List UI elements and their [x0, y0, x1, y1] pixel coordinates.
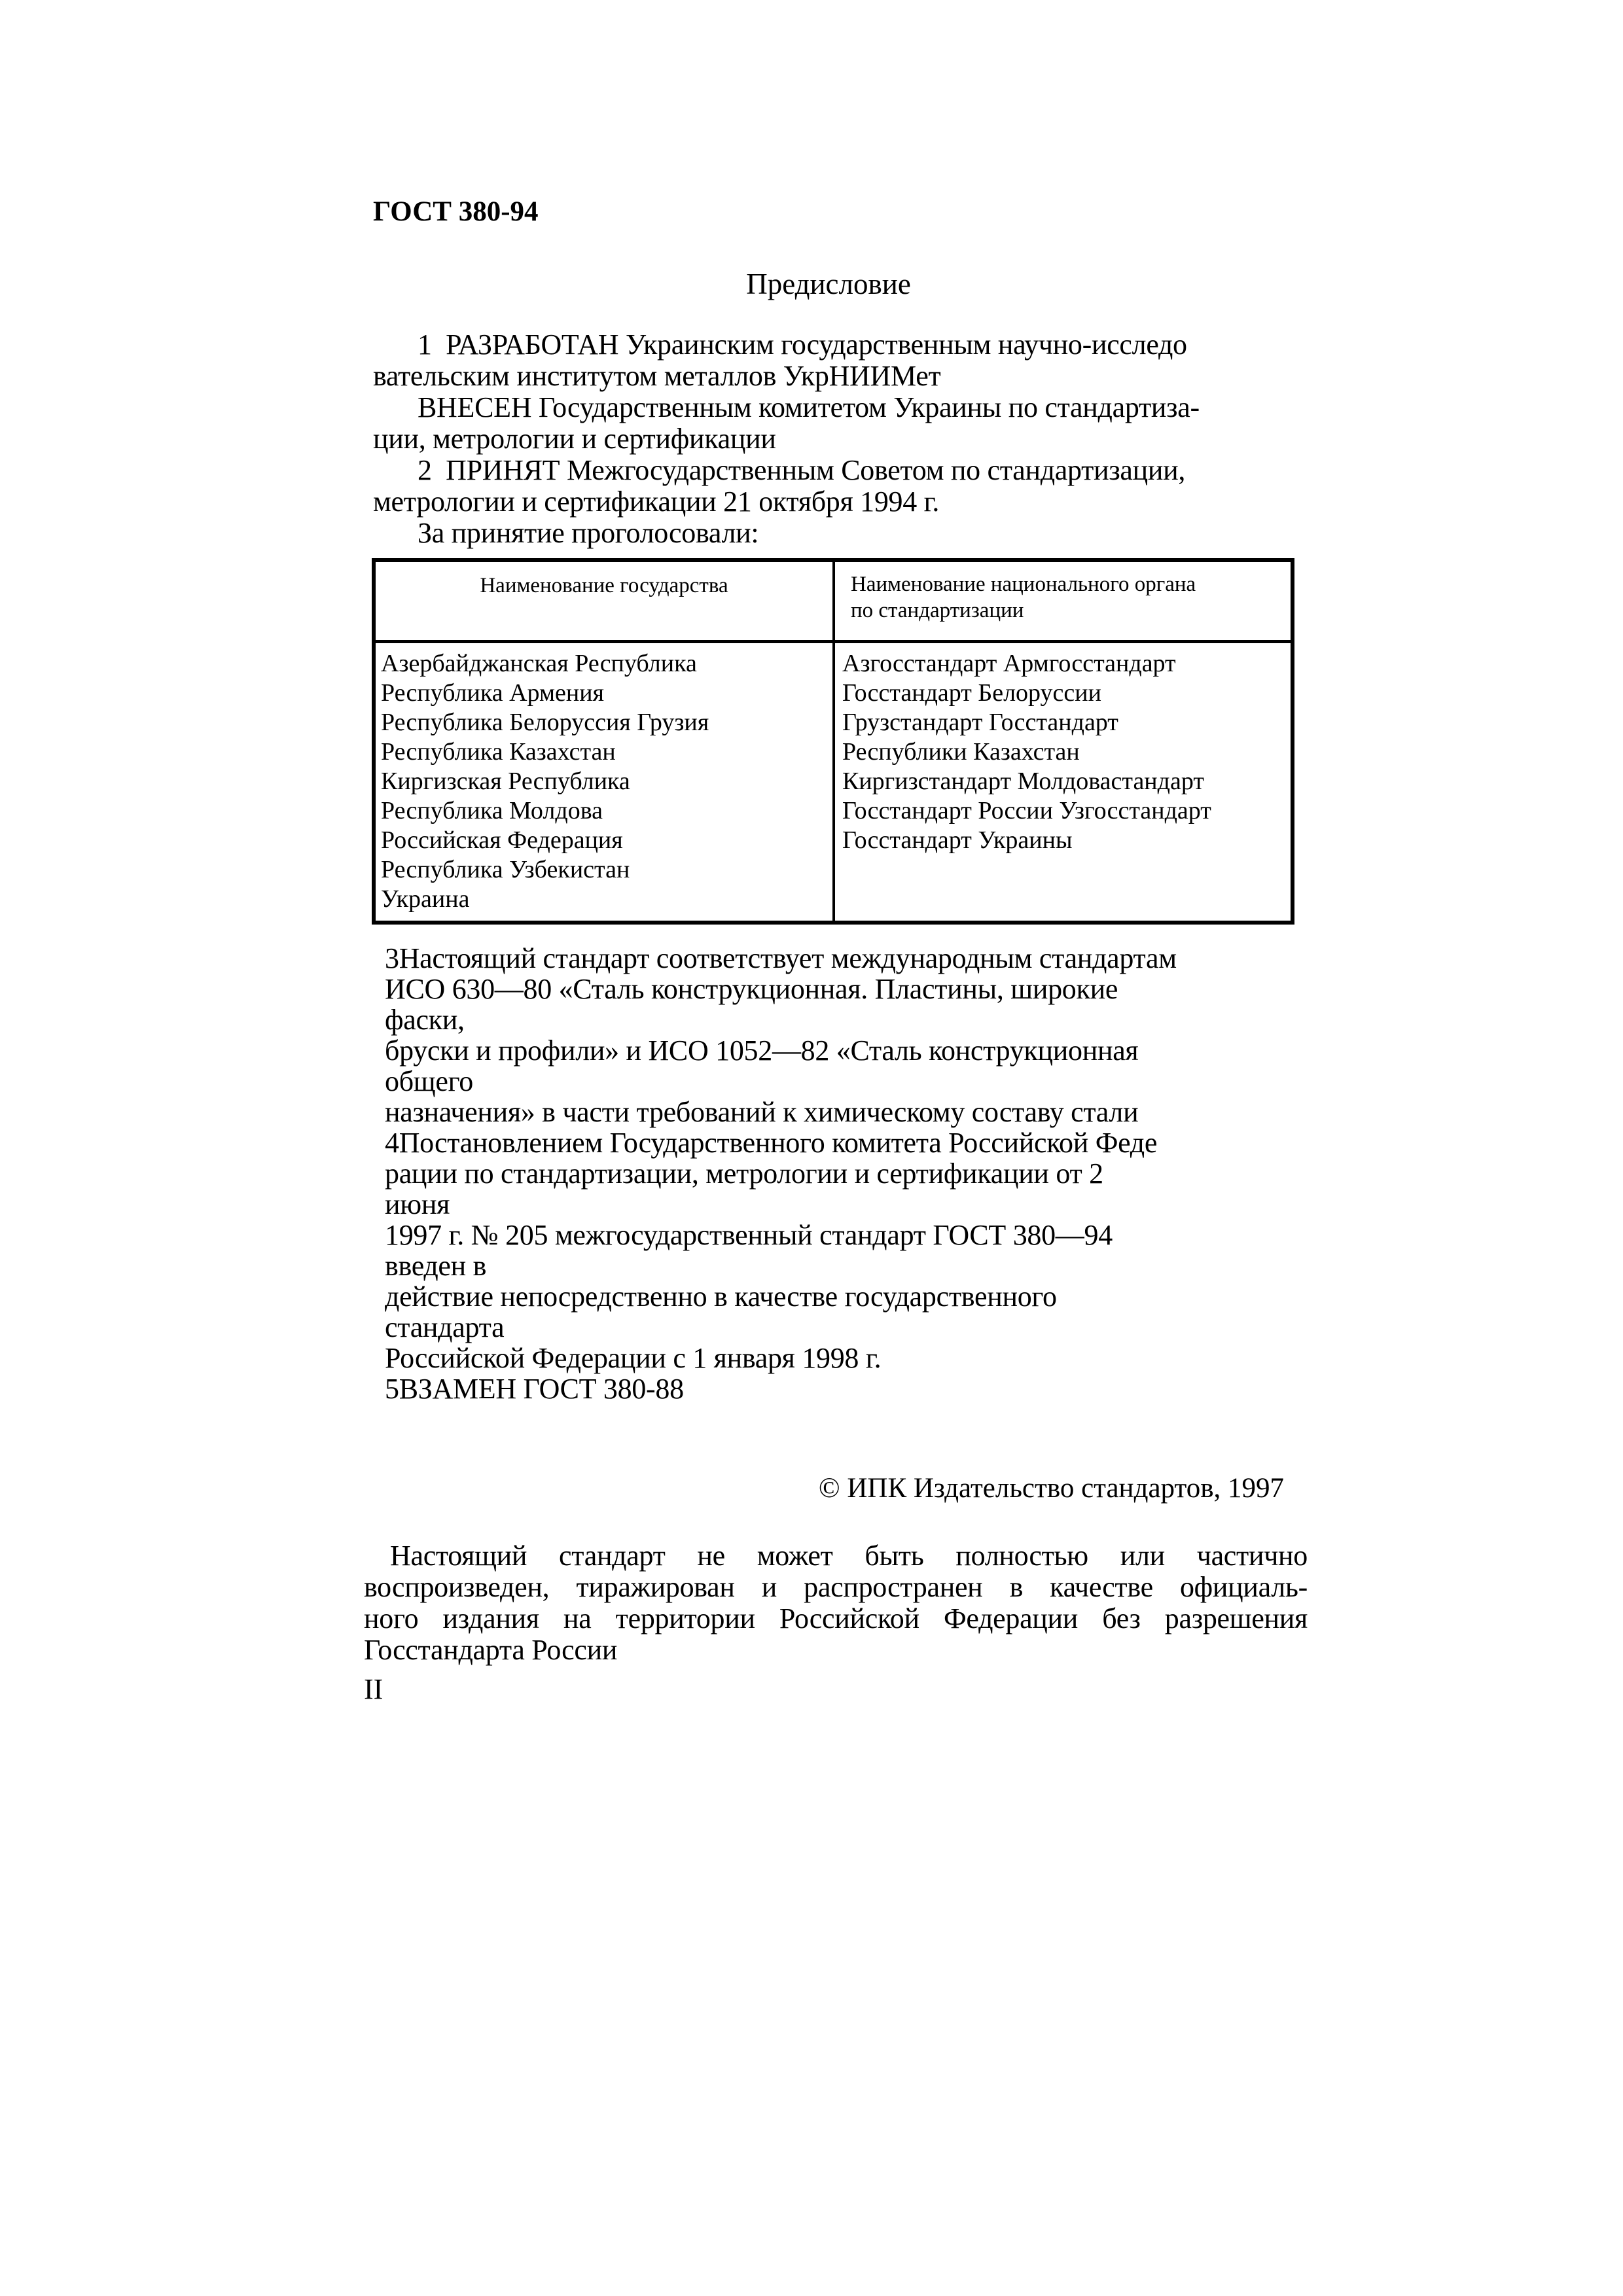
text-line: 2 ПРИНЯТ Межгосударственным Советом по стандартизации,	[418, 454, 1186, 486]
text-line: введен в	[385, 1250, 487, 1282]
text-line: Азербайджанская Республика	[381, 650, 697, 677]
text-line: общего	[385, 1065, 473, 1097]
text-line: ции, метрологии и сертификации	[373, 423, 776, 455]
voting-table	[372, 558, 1294, 925]
text-line: воспроизведен, тиражирован и распространен в качестве официаль-	[364, 1571, 1308, 1603]
text-line: Грузстандарт Госстандарт	[842, 709, 1118, 736]
text-line: Республика Казахстан	[381, 738, 616, 766]
text-line: Киргизстандарт Молдовастандарт	[842, 768, 1204, 795]
footer-restriction-paragraph	[364, 1540, 1308, 1666]
text-line: Киргизская Республика	[381, 768, 630, 795]
text-line: вательским институтом металлов УкрНИИМет	[373, 360, 941, 392]
voting-table-header-row	[376, 562, 1291, 643]
text-line: 5ВЗАМЕН ГОСТ 380-88	[385, 1373, 684, 1405]
text-line: Республика Армения	[381, 679, 605, 707]
table-header-org-line1: Наименование национального органа	[851, 573, 1196, 596]
text-line: действие непосредственно в качестве государственного	[385, 1280, 1057, 1313]
preface-title: Предисловие	[746, 268, 911, 300]
text-line: 1997 г. № 205 межгосударственный стандарт ГОСТ 380—94	[385, 1219, 1113, 1251]
text-line: Республика Узбекистан	[381, 856, 630, 883]
table-header-org-line2: по стандартизации	[851, 599, 1024, 622]
text-line: 4Постановлением Государственного комитета Российской Феде	[385, 1127, 1158, 1159]
text-line: фаски,	[385, 1004, 465, 1036]
text-line: 3Настоящий стандарт соответствует международным стандартам	[385, 942, 1177, 974]
text-line: Азгосстандарт Армгосстандарт	[842, 650, 1176, 677]
copyright-notice: © ИПК Издательство стандартов, 1997	[818, 1473, 1284, 1504]
page-number: II	[364, 1673, 383, 1705]
text-line: Настоящий стандарт не может быть полностью или частично	[390, 1540, 1308, 1572]
text-line: 1 РАЗРАБОТАН Украинским государственным научно-исследо	[418, 328, 1187, 361]
text-line: Республика Молдова	[381, 797, 603, 824]
text-line: Госстандарта России	[364, 1634, 618, 1666]
text-line: Российской Федерации с 1 января 1998 г.	[385, 1342, 882, 1374]
text-line: ВНЕСЕН Государственным комитетом Украины по стандартиза-	[418, 391, 1200, 423]
text-line: Украина	[381, 885, 470, 913]
table-header-country: Наименование государства	[376, 562, 835, 640]
table-cell-orgs	[835, 643, 1291, 921]
text-line: Российская Федерация	[381, 826, 623, 854]
text-line: Республика Белоруссия Грузия	[381, 709, 709, 736]
text-line: Республики Казахстан	[842, 738, 1080, 766]
text-line: бруски и профили» и ИСО 1052—82 «Сталь конструкционная	[385, 1034, 1139, 1067]
text-line: назначения» в части требований к химическому составу стали	[385, 1096, 1139, 1128]
voting-table-body-row	[376, 643, 1291, 921]
text-line: стандарта	[385, 1311, 505, 1343]
text-line: ИСО 630—80 «Сталь конструкционная. Пластины, широкие	[385, 973, 1118, 1005]
text-line: Госстандарт Украины	[842, 826, 1073, 854]
table-cell-countries	[376, 643, 835, 921]
standard-number: ГОСТ 380-94	[373, 196, 539, 227]
table-header-national-org	[835, 562, 1291, 640]
text-line: рации по стандартизации, метрологии и сертификации от 2	[385, 1157, 1103, 1190]
body-paragraphs	[385, 943, 1288, 1404]
text-line: Госстандарт Белоруссии	[842, 679, 1101, 707]
text-line: июня	[385, 1188, 450, 1220]
text-line: ного издания на территории Российской Федерации без разрешения	[364, 1602, 1308, 1634]
text-line: За принятие проголосовали:	[418, 517, 759, 549]
text-line: Госстандарт России Узгосстандарт	[842, 797, 1211, 824]
intro-paragraphs	[373, 329, 1289, 549]
text-line: метрологии и сертификации 21 октября 1994 г.	[373, 486, 940, 518]
